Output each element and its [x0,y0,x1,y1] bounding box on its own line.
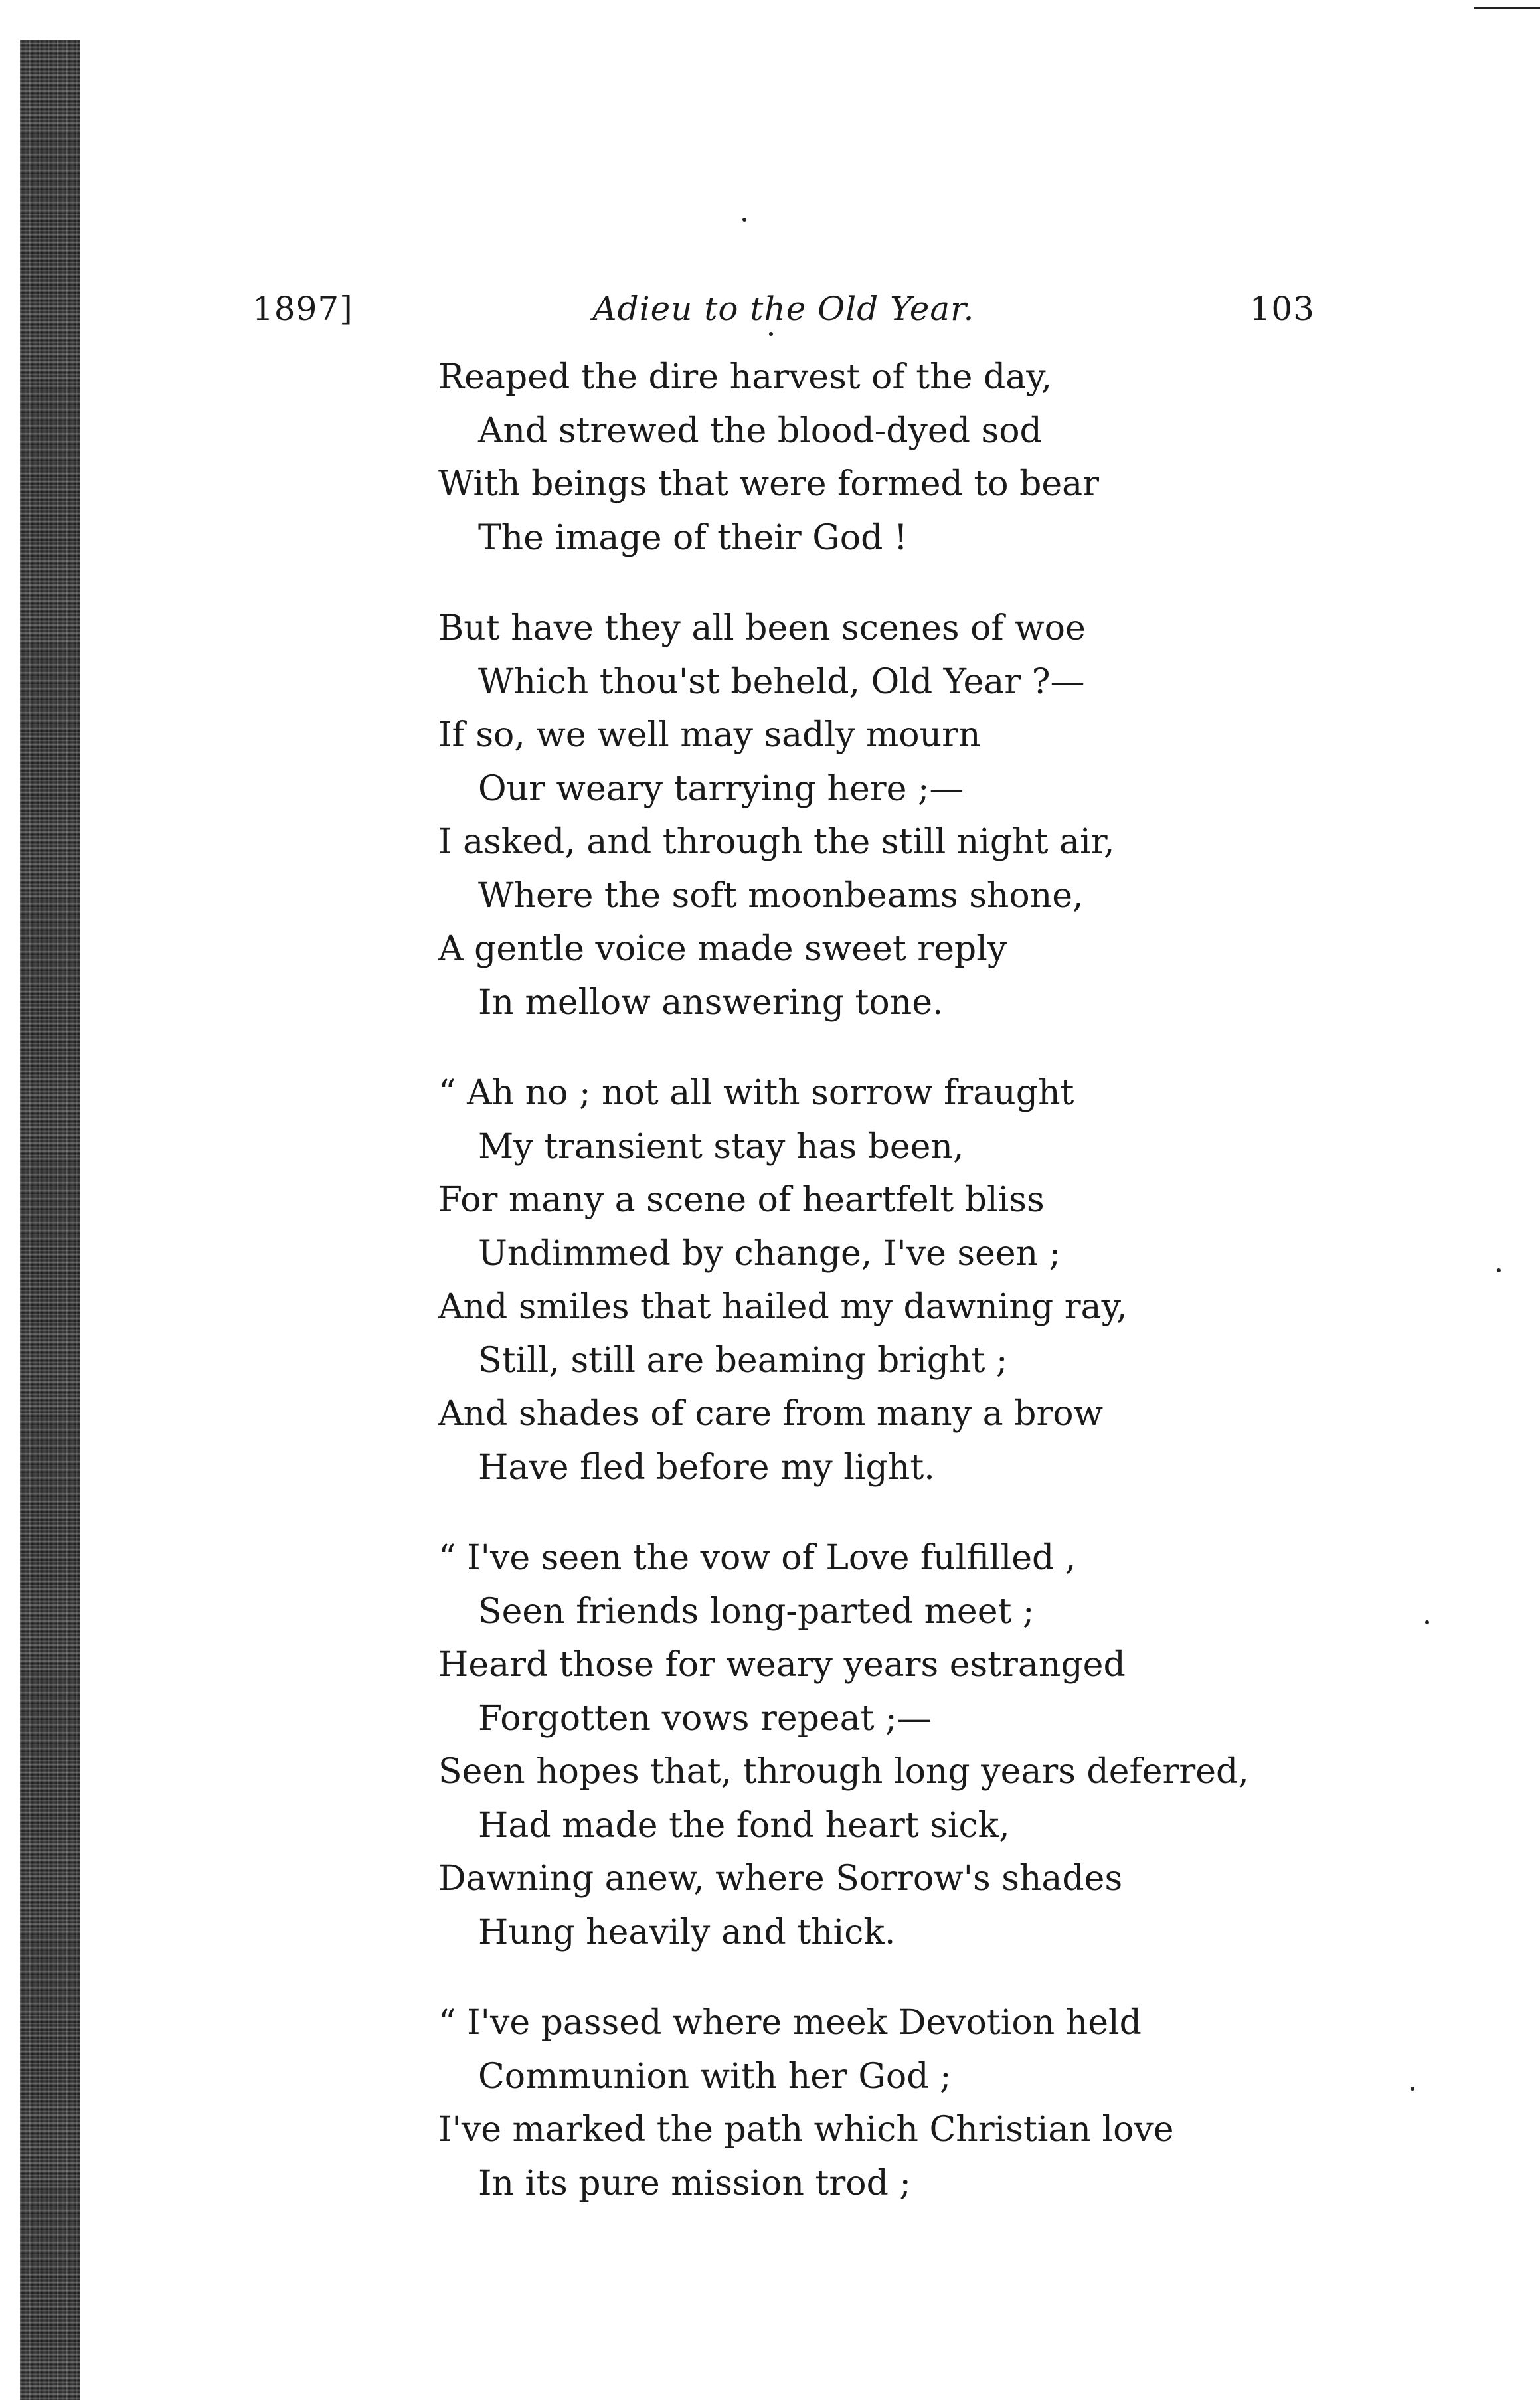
poem-line: Reaped the dire harvest of the day, [438,357,1053,397]
print-speck [742,218,746,222]
poem-line: And strewed the blood-dyed sod [478,410,1042,451]
poem-line: But have they all been scenes of woe [438,608,1086,648]
stanza-2 [438,602,1401,1029]
print-speck [1411,2087,1414,2091]
poem-line: In mellow answering tone. [478,982,944,1023]
poem-line: Still, still are beaming bright ; [478,1340,1008,1381]
print-speck [1425,1620,1429,1624]
poem-line: Seen hopes that, through long years deferred, [438,1752,1249,1792]
poem-line: Where the soft moonbeams shone, [478,875,1084,916]
stanza-gap [438,1029,1401,1067]
poem-line: With beings that were formed to bear [438,464,1099,504]
running-head [252,286,1315,332]
poem-line: In its pure mission trod ; [478,2163,911,2203]
poem-line: “ Ah no ; not all with sorrow fraught [438,1073,1074,1113]
stanza-1 [438,351,1401,564]
running-head-year: 1897] [252,290,353,328]
poem-line: Forgotten vows repeat ;— [478,1698,932,1739]
stanza-gap [438,1494,1401,1531]
stanza-gap [438,1959,1401,1996]
print-speck [1497,1268,1501,1272]
poem-line: The image of their God ! [478,517,908,558]
poem-line: Seen friends long-parted meet ; [478,1591,1035,1632]
poem-line: I've marked the path which Christian love [438,2110,1174,2150]
page-binding-edge [20,40,80,2400]
poem-line: I asked, and through the still night air, [438,822,1115,862]
poem-line: Undimmed by change, I've seen ; [478,1233,1061,1274]
page-number: 103 [1249,290,1315,328]
poem-line: Had made the fond heart sick, [478,1805,1010,1845]
poem-line: Dawning anew, where Sorrow's shades [438,1859,1123,1899]
poem-line: Heard those for weary years estranged [438,1645,1126,1685]
running-head-title: Adieu to the Old Year. [592,290,975,328]
poem-line: “ I've seen the vow of Love fulfilled , [438,1538,1076,1578]
poem-line: Which thou'st beheld, Old Year ?— [478,661,1085,702]
poem-line: Hung heavily and thick. [478,1912,896,1952]
print-speck [769,332,773,336]
poem-line: If so, we well may sadly mourn [438,715,981,755]
poem-line: And smiles that hailed my dawning ray, [438,1287,1128,1327]
poem-line: A gentle voice made sweet reply [438,929,1007,969]
stanza-gap [438,564,1401,602]
poem-line: “ I've passed where meek Devotion held [438,2003,1142,2043]
poem-line: My transient stay has been, [478,1126,964,1167]
poem-line: And shades of care from many a brow [438,1394,1104,1434]
stanza-3 [438,1067,1401,1494]
poem-line: Our weary tarrying here ;— [478,768,964,809]
poem-line: For many a scene of heartfelt bliss [438,1180,1045,1220]
poem-line: Communion with her God ; [478,2056,952,2097]
stanza-4 [438,1531,1401,1959]
stanza-5 [438,1996,1401,2210]
poem-body [438,351,1401,2210]
top-edge-rule [1474,7,1540,9]
poem-line: Have fled before my light. [478,1447,935,1488]
